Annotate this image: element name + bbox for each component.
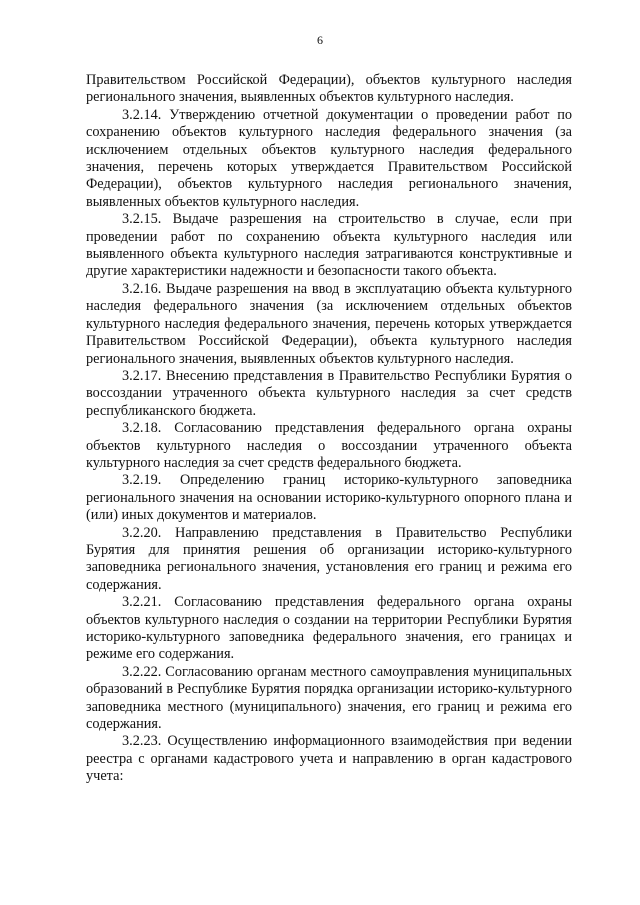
paragraph-3-2-22: 3.2.22. Согласованию органам местного самоуправления муниципальных образований в Республике Бурятия порядка организации историко-культурного заповедника местного (муниципального) значения, его границ и режима его содержания. — [86, 663, 572, 733]
paragraph-3-2-14: 3.2.14. Утверждению отчетной документации о проведении работ по сохранению объектов культурного наследия федерального значения (за исключением отдельных объектов культурного наследия федерального значения, перечень которых утверждается Правительством Российской Федерации), объектов культурного наследия регионального значения, выявленных объектов культурного наследия. — [86, 106, 572, 210]
document-body — [86, 72, 572, 786]
paragraph-3-2-20: 3.2.20. Направлению представления в Правительство Республики Бурятия для принятия решения об организации историко-культурного заповедника регионального значения, установления его границ и режима его содержания. — [86, 524, 572, 593]
paragraph-3-2-18: 3.2.18. Согласованию представления федерального органа охраны объектов культурного наследия о воссоздании утраченного объекта культурного наследия за счет средств федерального бюджета. — [86, 420, 572, 471]
paragraph-3-2-16: 3.2.16. Выдаче разрешения на ввод в эксплуатацию объекта культурного наследия федерального значения (за исключением отдельных объектов культурного наследия федерального значения, перечень которых утверждается Правительством Российской Федерации), объекта культурного наследия регионального значения, выявленных объектов культурного наследия. — [86, 280, 572, 367]
paragraph-3-2-19: 3.2.19. Определению границ историко-культурного заповедника регионального значения на основании историко-культурного опорного плана и (или) иных документов и материалов. — [86, 472, 572, 524]
paragraph-continuation: Правительством Российской Федерации), объектов культурного наследия регионального значения, выявленных объектов культурного наследия. — [86, 72, 572, 106]
paragraph-3-2-15: 3.2.15. Выдаче разрешения на строительство в случае, если при проведении работ по сохранению объекта культурного наследия или выявленного объекта культурного наследия затрагиваются конструктивные и другие характеристики надежности и безопасности такого объекта. — [86, 211, 572, 280]
paragraph-3-2-23: 3.2.23. Осуществлению информационного взаимодействия при ведении реестра с органами кадастрового учета и направлению в орган кадастрового учета: — [86, 733, 572, 785]
paragraph-3-2-21: 3.2.21. Согласованию представления федерального органа охраны объектов культурного наследия о создании на территории Республики Бурятия историко-культурного заповедника федерального значения, его границах и режиме его содержания. — [86, 594, 572, 663]
paragraph-3-2-17: 3.2.17. Внесению представления в Правительство Республики Бурятия о воссоздании утраченного объекта культурного наследия за счет средств республиканского бюджета. — [86, 367, 572, 419]
page-number: 6 — [317, 33, 323, 47]
